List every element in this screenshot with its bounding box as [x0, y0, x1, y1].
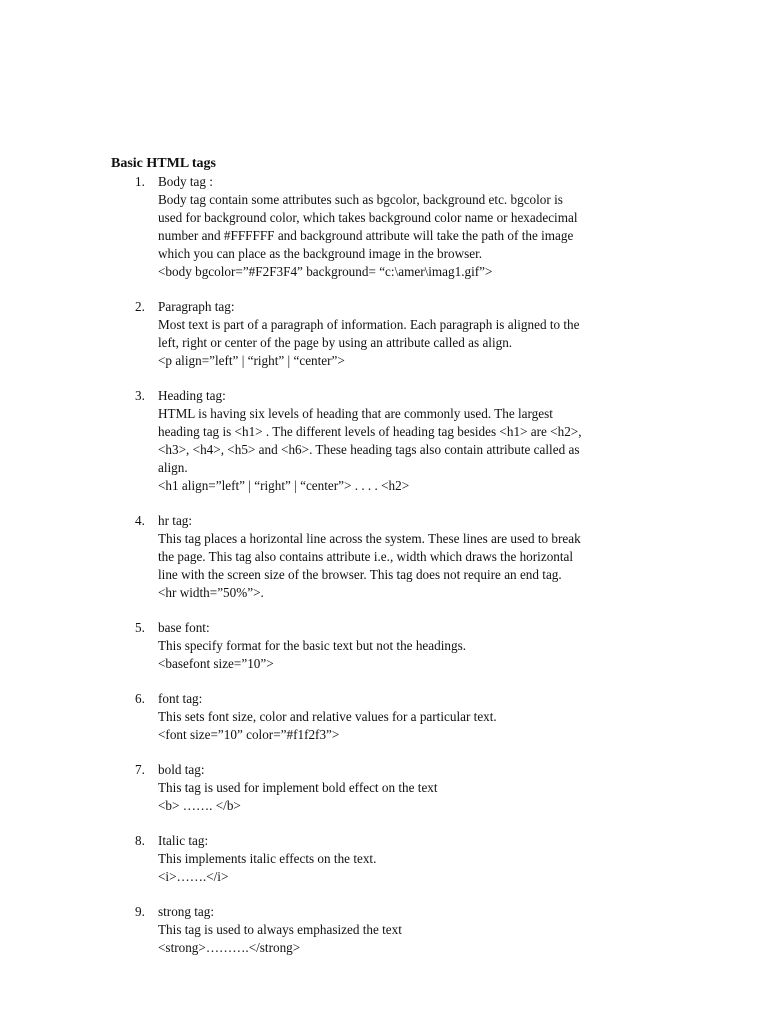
item-text-line: number and #FFFFFF and background attribute will take the path of the image	[158, 228, 574, 243]
item-code-example: <i>…….</i>	[158, 869, 229, 884]
item-text-line: HTML is having six levels of heading that are commonly used. The largest	[158, 406, 553, 421]
item-number: 6.	[135, 691, 145, 706]
item-heading: Italic tag:	[158, 833, 209, 848]
document-title: Basic HTML tags	[111, 156, 217, 171]
list-item-body-tag	[111, 173, 671, 281]
tag-list	[111, 173, 671, 957]
item-text-line: used for background color, which takes background color name or hexadecimal	[158, 210, 578, 225]
item-text-line: which you can place as the background image in the browser.	[158, 246, 483, 261]
item-number: 9.	[135, 904, 145, 919]
item-code-example: <strong>……….</strong>	[158, 940, 301, 955]
item-text-line: heading tag is <h1> . The different levels of heading tag besides <h1> are <h2>,	[158, 424, 582, 439]
item-text-line: Body tag contain some attributes such as bgcolor, background etc. bgcolor is	[158, 192, 563, 207]
item-number: 7.	[135, 762, 145, 777]
list-item-strong-tag	[111, 903, 671, 957]
list-item-base-font	[111, 619, 671, 673]
item-heading: Body tag :	[158, 174, 213, 189]
list-item-font-tag	[111, 690, 671, 744]
list-item-heading-tag	[111, 387, 671, 495]
item-text-line: line with the screen size of the browser. This tag does not require an end tag.	[158, 567, 562, 582]
item-number: 1.	[135, 174, 145, 189]
item-text-line: <h3>, <h4>, <h5> and <h6>. These heading tags also contain attribute called as	[158, 442, 580, 457]
item-code-example: <p align=”left” | “right” | “center”>	[158, 353, 345, 368]
item-heading: font tag:	[158, 691, 203, 706]
item-code-example: <b> ……. </b>	[158, 798, 241, 813]
item-text-line: This tag places a horizontal line across the system. These lines are used to break	[158, 531, 581, 546]
item-text-line: left, right or center of the page by using an attribute called as align.	[158, 335, 513, 350]
item-code-example: <basefont size=”10”>	[158, 656, 274, 671]
item-number: 5.	[135, 620, 145, 635]
item-text-line: This implements italic effects on the text.	[158, 851, 377, 866]
item-code-example: <font size=”10” color=”#f1f2f3”>	[158, 727, 340, 742]
item-text-line: Most text is part of a paragraph of information. Each paragraph is aligned to the	[158, 317, 580, 332]
item-text-line: This sets font size, color and relative values for a particular text.	[158, 709, 497, 724]
item-code-example: <h1 align=”left” | “right” | “center”> . . . . <h2>	[158, 478, 410, 493]
item-heading: bold tag:	[158, 762, 205, 777]
item-text-line: the page. This tag also contains attribute i.e., width which draws the horizontal	[158, 549, 574, 564]
list-item-paragraph-tag	[111, 298, 671, 370]
list-item-hr-tag	[111, 512, 671, 602]
item-heading: hr tag:	[158, 513, 193, 528]
item-text-line: This tag is used to always emphasized the text	[158, 922, 402, 937]
item-code-example: <body bgcolor=”#F2F3F4” background= “c:\amer\imag1.gif”>	[158, 264, 493, 279]
item-heading: Paragraph tag:	[158, 299, 235, 314]
item-code-example: <hr width=”50%”>.	[158, 585, 264, 600]
item-heading: base font:	[158, 620, 210, 635]
item-number: 8.	[135, 833, 145, 848]
item-number: 4.	[135, 513, 145, 528]
item-text-line: This specify format for the basic text but not the headings.	[158, 638, 466, 653]
list-item-bold-tag	[111, 761, 671, 815]
item-text-line: align.	[158, 460, 188, 475]
item-number: 3.	[135, 388, 145, 403]
item-number: 2.	[135, 299, 145, 314]
item-heading: Heading tag:	[158, 388, 226, 403]
item-text-line: This tag is used for implement bold effect on the text	[158, 780, 438, 795]
item-heading: strong tag:	[158, 904, 215, 919]
list-item-italic-tag	[111, 832, 671, 886]
